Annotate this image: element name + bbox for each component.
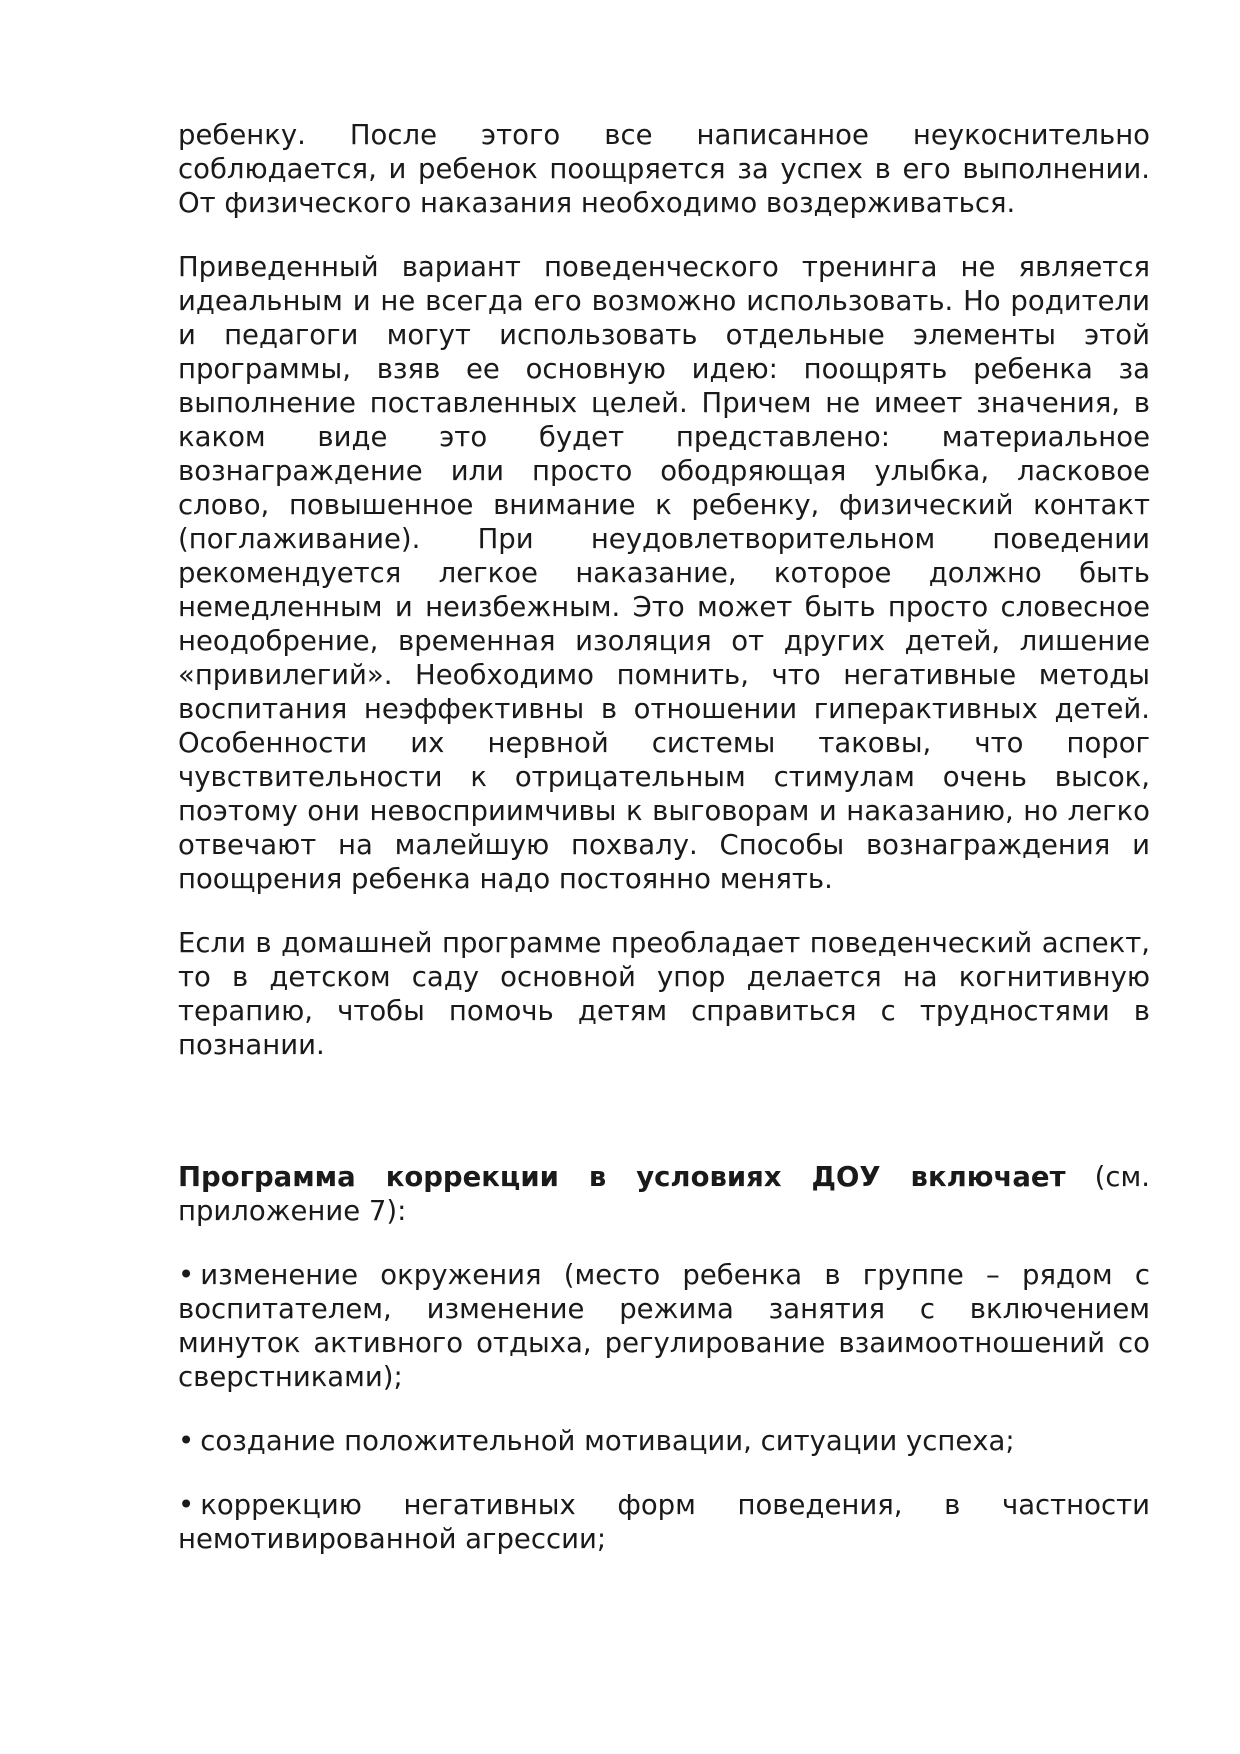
list-item-text: коррекцию негативных форм поведения, в частности немотивированной агрессии; bbox=[178, 1489, 1150, 1555]
list-item bbox=[178, 1424, 1150, 1458]
paragraph-reward-rules: ребенку. После этого все написанное неукоснительно соблюдается, и ребенок поощряется за успех в его выполнении. От физического наказания необходимо воздерживаться. bbox=[178, 119, 1150, 219]
list-item bbox=[178, 1488, 1150, 1556]
section-heading-bold: Программа коррекции в условиях ДОУ включает bbox=[178, 1161, 1066, 1193]
bullet-icon: • bbox=[178, 1489, 195, 1521]
section-heading-note: (см. приложение 7): bbox=[178, 1161, 1150, 1227]
paragraph-behavior-training: Приведенный вариант поведенческого тренинга не является идеальным и не всегда его возможно использовать. Но родители и педагоги могут использовать отдельные элементы этой программы, взяв ее основную идею: поощрять ребенка за выполнение поставленных целей. Причем не имеет значения, в каком виде это будет представлено: материальное вознаграждение или просто ободряющая улыбка, ласковое слово, повышенное внимание к ребенку, физический контакт (поглаживание). При неудовлетворительном поведении рекомендуется легкое наказание, которое должно быть немедленным и неизбежным. Это может быть просто словесное неодобрение, временная изоляция от других детей, лишение «привилегий». Необходимо помнить, что негативные методы воспитания неэффективны в отношении гиперактивных детей. Особенности их нервной системы таковы, что порог чувствительности к отрицательным стимулам очень высок, поэтому они невосприимчивы к выговорам и наказанию, но легко отвечают на малейшую похвалу. Способы вознаграждения и поощрения ребенка надо постоянно менять. bbox=[178, 251, 1150, 895]
document-page bbox=[178, 118, 1150, 1586]
list-item-text: изменение окружения (место ребенка в группе – рядом с воспитателем, изменение режима занятия с включением минуток активного отдыха, регулирование взаимоотношений со сверстниками); bbox=[178, 1259, 1150, 1393]
section-heading bbox=[178, 1160, 1150, 1228]
paragraph-cognitive-therapy: Если в домашней программе преобладает поведенческий аспект, то в детском саду основной упор делается на когнитивную терапию, чтобы помочь детям справиться с трудностями в познании. bbox=[178, 927, 1150, 1061]
list-item-text: создание положительной мотивации, ситуации успеха; bbox=[200, 1425, 1015, 1457]
bullet-icon: • bbox=[178, 1259, 195, 1291]
list-item bbox=[178, 1258, 1150, 1394]
bullet-icon: • bbox=[178, 1425, 195, 1457]
